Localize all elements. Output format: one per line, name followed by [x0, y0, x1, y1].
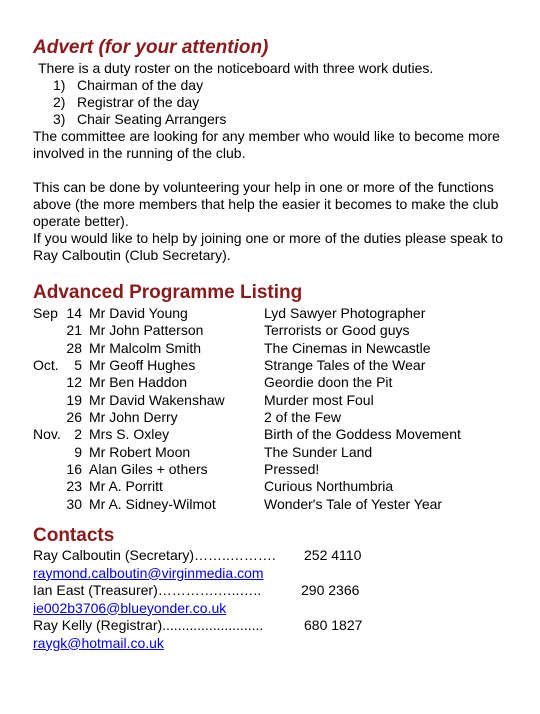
programme-topic: The Sunder Land — [264, 443, 373, 460]
duty-text: Registrar of the day — [77, 94, 200, 110]
programme-speaker: Mrs S. Oxley — [89, 426, 170, 443]
programme-day: 21 — [66, 322, 82, 339]
spacer — [33, 162, 523, 179]
duty-item — [33, 77, 523, 94]
duty-number: 1) — [53, 77, 66, 93]
advert-intro: There is a duty roster on the noticeboard with three work duties. — [38, 60, 434, 76]
programme-row — [33, 392, 523, 409]
programme-row — [33, 461, 523, 478]
programme-day: 5 — [74, 357, 82, 374]
programme-speaker: Mr Malcolm Smith — [89, 339, 202, 356]
programme-day: 2 — [74, 426, 82, 443]
programme-month: Sep — [33, 305, 58, 321]
duty-item — [33, 111, 523, 128]
programme-topic: Murder most Foul — [264, 391, 374, 408]
programme-speaker: Mr Ben Haddon — [89, 374, 188, 391]
contacts-heading: Contacts — [33, 525, 115, 547]
programme-day: 28 — [66, 339, 82, 356]
contact-phone: 252 4110 — [304, 547, 362, 564]
programme-topic: Wonder's Tale of Yester Year — [264, 495, 443, 512]
programme-row — [33, 444, 523, 461]
programme-day: 14 — [66, 305, 82, 321]
programme-row — [33, 426, 523, 443]
programme-day: 30 — [66, 495, 82, 512]
programme-topic: Birth of the Goddess Movement — [264, 426, 461, 443]
programme-row — [33, 374, 523, 391]
duty-number: 2) — [53, 94, 66, 110]
programme-day: 16 — [66, 461, 82, 478]
contact-phone: 290 2366 — [301, 582, 360, 599]
advert-heading: Advert (for your attention) — [33, 37, 269, 58]
programme-topic: Terrorists or Good guys — [264, 322, 410, 339]
programme-topic: Pressed! — [264, 461, 320, 478]
contact-email-link[interactable]: ie002b3706@blueyonder.co.uk — [33, 599, 227, 616]
programme-day: 26 — [66, 409, 82, 426]
programme-heading: Advanced Programme Listing — [33, 282, 303, 303]
programme-day: 19 — [66, 391, 82, 408]
contact-email-link[interactable]: raymond.calboutin@virginmedia.com — [33, 564, 264, 581]
programme-speaker: Mr Geoff Hughes — [89, 357, 196, 374]
contact-name: Ray Kelly (Registrar).......................... — [33, 617, 264, 634]
spacer — [33, 264, 523, 282]
contacts-list — [33, 547, 523, 652]
contact-name: Ray Calboutin (Secretary)……..………. — [33, 547, 276, 564]
programme-speaker: Mr David Wakenshaw — [89, 391, 225, 408]
newsletter-page — [33, 36, 523, 652]
programme-speaker: Mr Robert Moon — [89, 443, 191, 460]
duty-text: Chair Seating Arrangers — [77, 111, 227, 127]
programme-topic: Lyd Sawyer Photographer — [264, 305, 426, 321]
programme-day: 23 — [66, 478, 82, 495]
duty-number: 3) — [53, 111, 66, 127]
contact-entry — [33, 617, 523, 635]
programme-speaker: Mr A. Sidney-Wilmot — [89, 495, 216, 512]
programme-speaker: Mr David Young — [89, 305, 188, 321]
contact-phone: 680 1827 — [304, 617, 363, 634]
programme-topic: Strange Tales of the Wear — [264, 357, 426, 374]
programme-row — [33, 305, 523, 322]
programme-day: 12 — [66, 374, 82, 391]
programme-row — [33, 496, 523, 513]
programme-row — [33, 409, 523, 426]
contact-entry — [33, 547, 523, 565]
spacer — [33, 513, 523, 525]
advert-paragraph-volunteer: This can be done by volunteering your help in one or more of the functions above (the more members that help the easier it becomes to make the club operate better). — [33, 179, 499, 229]
programme-topic: The Cinemas in Newcastle — [264, 339, 431, 356]
programme-speaker: Mr John Derry — [89, 409, 178, 426]
programme-list — [33, 305, 523, 513]
programme-topic: Geordie doon the Pit — [264, 374, 393, 391]
programme-topic: 2 of the Few — [264, 409, 342, 426]
advert-paragraph-contact: If you would like to help by joining one or more of the duties please speak to Ray Calboutin (Club Secretary). — [33, 230, 504, 263]
duty-text: Chairman of the day — [77, 77, 204, 93]
programme-speaker: Mr A. Porritt — [89, 478, 163, 495]
programme-day: 9 — [74, 443, 82, 460]
contact-entry — [33, 582, 523, 600]
programme-row — [33, 340, 523, 357]
contact-email-link[interactable]: raygk@hotmail.co.uk — [33, 634, 164, 651]
programme-topic: Curious Northumbria — [264, 478, 394, 495]
contact-name: Ian East (Treasurer)………….…..….. — [33, 582, 262, 599]
duty-item — [33, 94, 523, 111]
advert-paragraph-committee: The committee are looking for any member who would like to become more involved in the running of the club. — [33, 128, 500, 161]
duty-list — [33, 77, 523, 128]
programme-month: Nov. — [33, 426, 61, 443]
programme-row — [33, 478, 523, 495]
programme-month: Oct. — [33, 357, 59, 374]
programme-row — [33, 357, 523, 374]
programme-row — [33, 322, 523, 339]
programme-speaker: Mr John Patterson — [89, 322, 204, 339]
programme-speaker: Alan Giles + others — [89, 461, 208, 478]
